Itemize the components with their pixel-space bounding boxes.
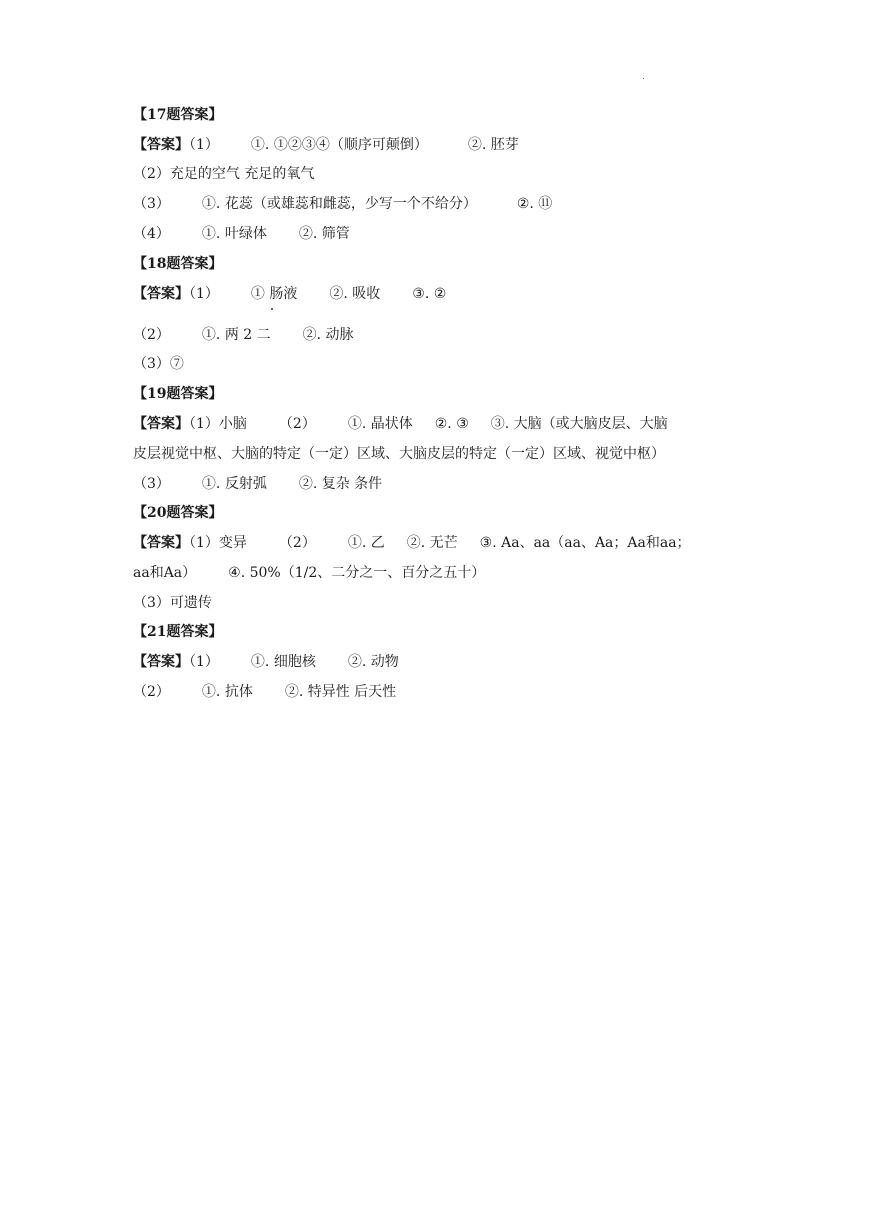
section-heading-21: 【21题答案】 xyxy=(133,624,223,640)
answer-line-19-3 xyxy=(133,475,382,493)
answer-part: ②. 吸收 xyxy=(329,286,381,302)
answer-line-17-1 xyxy=(133,136,519,154)
answer-part: ①. ①②③④（顺序可颠倒） xyxy=(250,137,428,153)
answer-line-17-4 xyxy=(133,225,350,243)
answer-part: （1） xyxy=(189,654,219,670)
answer-line-17-2 xyxy=(133,165,314,183)
answer-part: （1） xyxy=(189,286,219,302)
answer-part: （3）⑦ xyxy=(133,356,184,372)
answer-prefix: 【答案】 xyxy=(133,137,189,153)
answer-part: ②. 无芒 xyxy=(406,535,458,551)
section-heading-20: 【20题答案】 xyxy=(133,505,223,521)
answer-part: ③. 大脑（或大脑皮层、大脑 xyxy=(490,416,668,432)
answer-line-19-1 xyxy=(133,415,668,433)
section-heading-18: 【18题答案】 xyxy=(133,256,223,272)
answer-part: （2）充足的空气 充足的氧气 xyxy=(133,166,315,182)
answer-prefix: 【答案】 xyxy=(133,286,189,302)
stray-dot-top xyxy=(643,78,644,79)
answer-part: ②. ③ xyxy=(434,416,469,432)
answer-part: ①. 叶绿体 xyxy=(201,226,267,242)
answer-part: （3）可遗传 xyxy=(133,595,212,611)
answer-part: （1） xyxy=(189,137,219,153)
answer-part: （2） xyxy=(133,327,170,343)
answer-line-18-2 xyxy=(133,326,354,344)
answer-part: ① 肠液 xyxy=(250,286,298,302)
answer-line-18-1 xyxy=(133,285,446,303)
answer-part: （2） xyxy=(278,416,316,432)
answer-part: ①. 反射弧 xyxy=(201,476,267,492)
answer-part: ③. Aa、aa（aa、Aa；Aa和aa； xyxy=(479,535,691,551)
answer-line-21-2 xyxy=(133,683,396,701)
section-heading-17: 【17题答案】 xyxy=(133,107,223,123)
answer-line-17-3 xyxy=(133,195,552,213)
answer-part: ①. 两 2 二 xyxy=(201,327,271,343)
answer-part: （2） xyxy=(133,684,170,700)
answer-line-18-3 xyxy=(133,355,184,373)
answer-line-21-1 xyxy=(133,653,399,671)
answer-part: ②. 胚芽 xyxy=(467,137,519,153)
answer-part: ①. 抗体 xyxy=(201,684,253,700)
answer-part: ②. 动物 xyxy=(347,654,399,670)
answer-prefix: 【答案】 xyxy=(133,416,189,432)
answer-part: （1）变异 xyxy=(189,535,247,551)
answer-part: ②. 筛管 xyxy=(298,226,350,242)
answer-part: ①. 乙 xyxy=(347,535,385,551)
answer-part: ②. 动脉 xyxy=(302,327,354,343)
answer-part: （2） xyxy=(278,535,316,551)
answer-part: （1）小脑 xyxy=(189,416,247,432)
answer-part: ②. 特异性 后天性 xyxy=(284,684,397,700)
answer-line-19-2 xyxy=(133,445,665,463)
answer-part: （4） xyxy=(133,226,170,242)
answer-part: ①. 花蕊（或雄蕊和雌蕊，少写一个不给分） xyxy=(201,196,477,212)
answer-part: （3） xyxy=(133,476,170,492)
answer-prefix: 【答案】 xyxy=(133,535,189,551)
answer-line-20-1 xyxy=(133,534,691,552)
answer-part: ①. 晶状体 xyxy=(347,416,413,432)
answer-part: ②. ⑪ xyxy=(516,196,553,212)
answer-part: ②. 复杂 条件 xyxy=(298,476,383,492)
answer-part: aa和Aa） xyxy=(133,565,197,581)
answer-part: ①. 细胞核 xyxy=(250,654,316,670)
answer-part: ③. ② xyxy=(412,286,447,302)
answer-line-20-2 xyxy=(133,564,485,582)
answer-part: ④. 50%（1/2、二分之一、百分之五十） xyxy=(228,565,486,581)
stray-dot-mid xyxy=(271,308,273,310)
answer-line-20-3 xyxy=(133,594,212,612)
answer-part: 皮层视觉中枢、大脑的特定（一定）区域、大脑皮层的特定（一定）区域、视觉中枢） xyxy=(133,446,665,462)
answer-part: （3） xyxy=(133,196,170,212)
answer-prefix: 【答案】 xyxy=(133,654,189,670)
section-heading-19: 【19题答案】 xyxy=(133,386,223,402)
